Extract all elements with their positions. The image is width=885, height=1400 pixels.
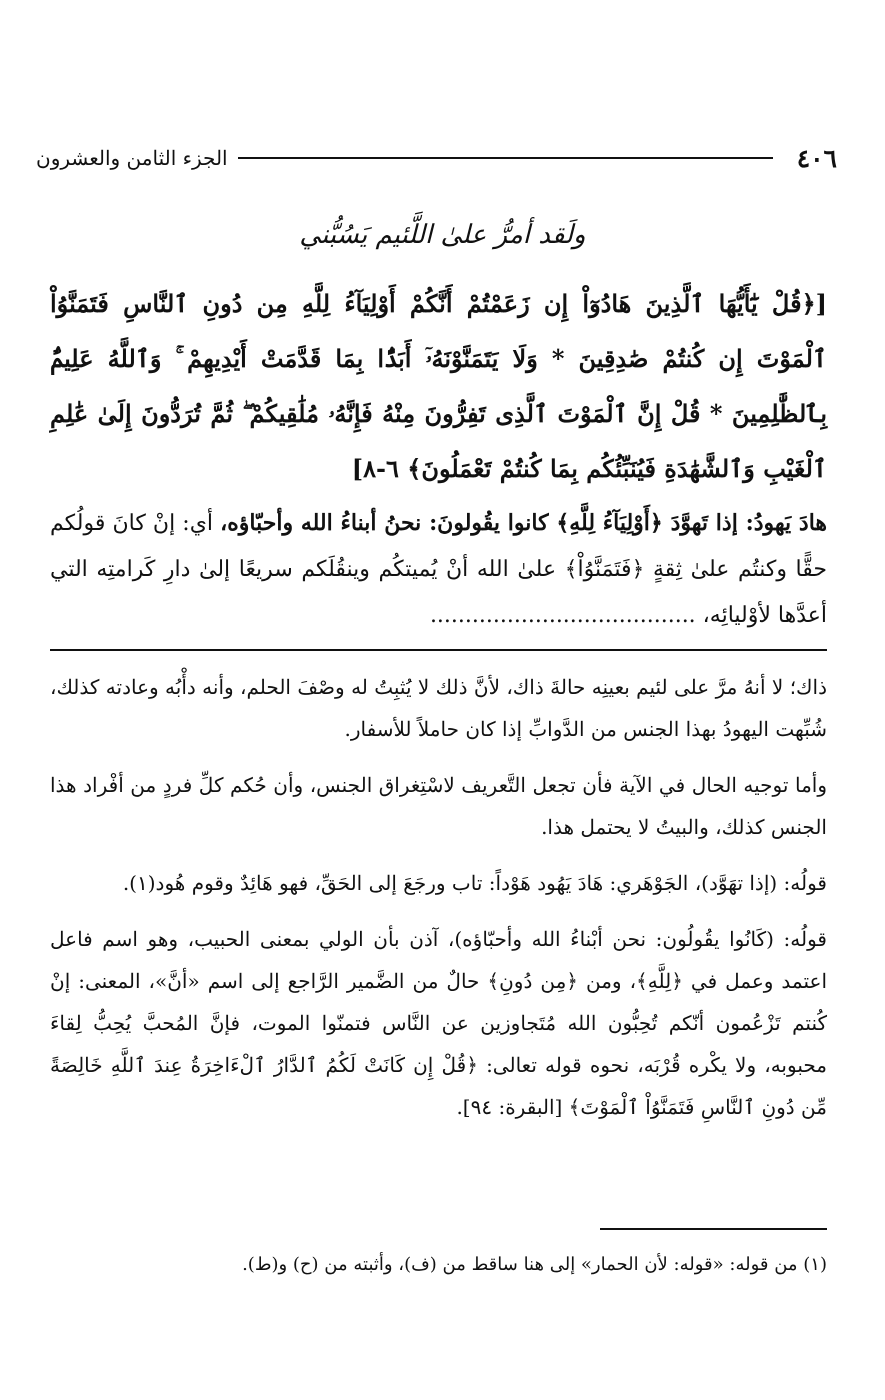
footnote-divider	[600, 1228, 827, 1230]
notes-section	[50, 666, 827, 1144]
footnote: (١) من قوله: «قوله: لأن الحمار» إلى هنا ساقط من (ف)، وأثبته من (ح) و(ط).	[242, 1254, 827, 1275]
running-title: الجزء الثامن والعشرون	[36, 146, 228, 170]
main-divider	[50, 649, 827, 651]
page-header	[36, 140, 837, 176]
commentary-text: أي: إنْ كانَ قولُكم حقًّا وكنتُم علىٰ ثِقةٍ ﴿فَتَمَنَّوُاْ﴾ علىٰ الله أنْ يُميتكُم وينقُلَكم سريعًا إلىٰ دارِ كَرامتِه التي أعدَّها لأوْليائِه، ......................................	[50, 511, 827, 628]
quran-verses: [﴿قُلْ يَٰٓأَيُّهَا ٱلَّذِينَ هَادُوٓاْ إِن زَعَمْتُمْ أَنَّكُمْ أَوْلِيَآءُ لِلَّهِ مِن دُونِ ٱلنَّاسِ فَتَمَنَّوُاْ ٱلْمَوْتَ إِن كُنتُمْ صَٰدِقِينَ * وَلَا يَتَمَنَّوْنَهُۥٓ أَبَدًۢا بِمَا قَدَّمَتْ أَيْدِيهِمْ ۚ وَٱللَّهُ عَلِيمٌۢ بِٱلظَّٰلِمِينَ * قُلْ إِنَّ ٱلْمَوْتَ ٱلَّذِى تَفِرُّونَ مِنْهُ فَإِنَّهُۥ مُلَٰقِيكُمْ ۖ ثُمَّ تُرَدُّونَ إِلَىٰ عَٰلِمِ ٱلْغَيْبِ وَٱلشَّهَٰدَةِ فَيُنَبِّئُكُم بِمَا كُنتُمْ تَعْمَلُونَ﴾ ٦-٨]	[50, 289, 827, 483]
commentary-lead: هادَ يَهودُ: إذا تَهوَّدَ ﴿أَوْلِيَآءُ لِلَّهِ﴾ كانوا يقُولونَ: نحنُ أبناءُ الله وأحبّاؤه،	[220, 510, 827, 536]
poetry-verse: ولَقد أمرُّ علىٰ اللَّئيم يَسُبُّني	[299, 220, 586, 250]
page-number: ٤٠٦	[796, 143, 837, 173]
note-paragraph: قولُه: (إذا تهَوَّد)، الجَوْهَري: هَادَ يَهُود هَوْداً: تاب ورجَعَ إلى الحَقِّ، فهو هَائِدٌ وقوم هُود(١).	[122, 871, 827, 895]
note-paragraph: وأما توجيه الحال في الآية فأن تجعل التَّعريف لاسْتِغراق الجنس، وأن حُكم كلِّ فردٍ من أفْراد هذا الجنس كذلك، والبيتُ لا يحتمل هذا.	[50, 773, 827, 839]
header-rule	[238, 157, 773, 159]
note-paragraph: قولُه: (كَانُوا يقُولُون: نحن أبْناءُ الله وأحبّاؤه)، آذن بأن الولي بمعنى الحبيب، وهو اسم فاعل اعتمد وعمل في ﴿لِلَّهِ﴾، ومن ﴿مِن دُونِ﴾ حالٌ من الضَّمير الرَّاجع إلى اسم «أنَّ»، المعنى: إنْ كُنتم تَزْعُمون أنّكم تُحِبُّون الله مُتَجاوزين عن النَّاس فتمنّوا الموت، فإنَّ المُحبَّ يُحِبُّ لِقاءَ محبوبه، ولا يكْره قُرْبَه، نحوه قوله تعالى: ﴿قُلْ إِن كَانَتْ لَكُمُ ٱلدَّارُ ٱلْءَاخِرَةُ عِندَ ٱللَّهِ خَالِصَةً مِّن دُونِ ٱلنَّاسِ فَتَمَنَّوُاْ ٱلْمَوْتَ﴾ [البقرة: ٩٤].	[50, 927, 827, 1119]
note-paragraph: ذاك؛ لا أنهُ مرَّ على لئيم بعينِه حالةَ ذاك، لأنَّ ذلك لا يُثبِتُ له وصْفَ الحلم، وأنه دأْبُه وعادته كذلك، شُبِّهت اليهودُ بهذا الجنس من الدَّوابِّ إذا كان حاملاً للأسفار.	[50, 675, 827, 741]
commentary-paragraph	[50, 500, 827, 639]
